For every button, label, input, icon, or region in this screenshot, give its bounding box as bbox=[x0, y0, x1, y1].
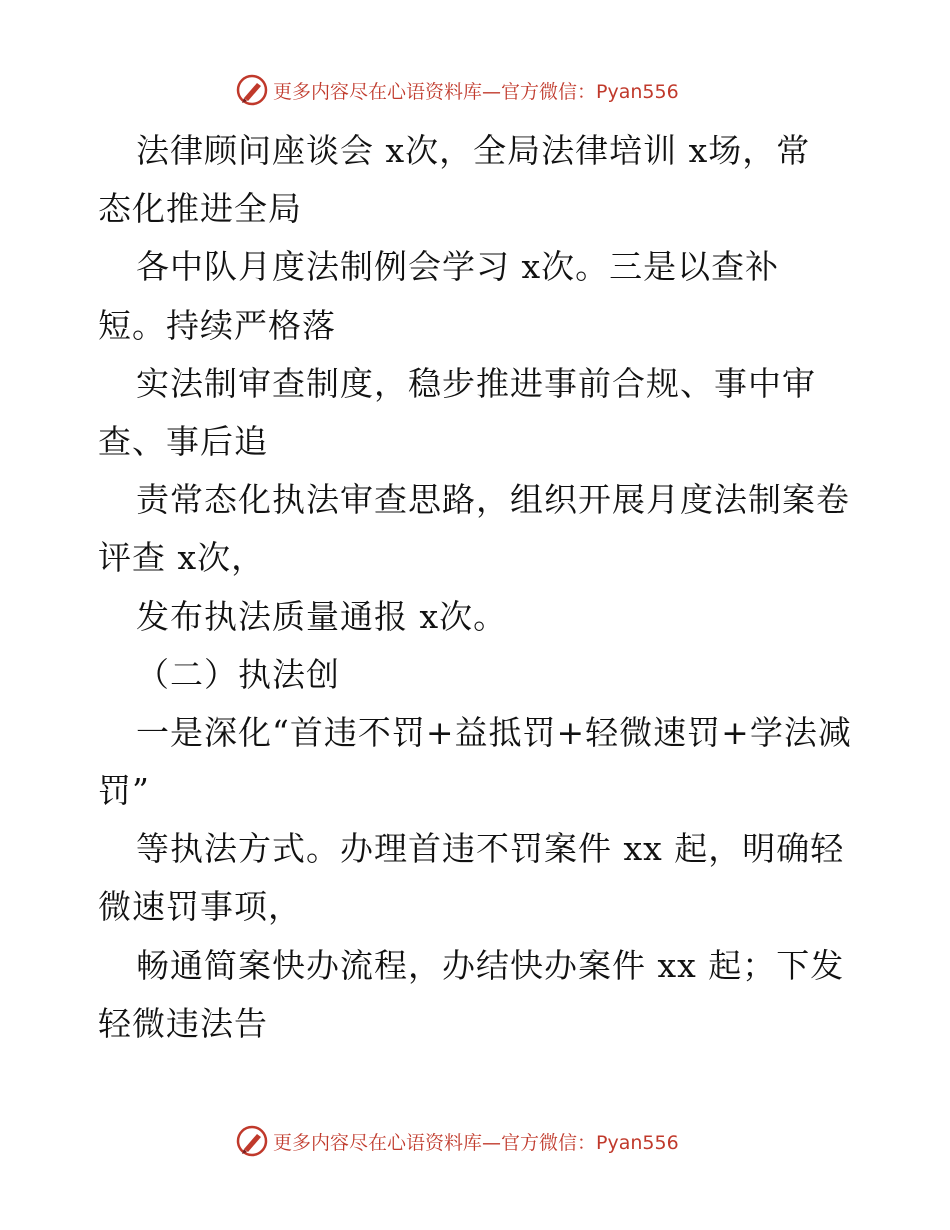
text-line: 评查 x次， bbox=[98, 538, 266, 578]
text-line: 责常态化执法审查思路，组织开展月度法制案卷 bbox=[136, 480, 850, 520]
pen-logo-icon bbox=[235, 1124, 269, 1158]
text-line: 轻微违法告 bbox=[98, 1003, 268, 1043]
text-line: 罚” bbox=[98, 771, 150, 811]
text-line: 畅通简案快办流程，办结快办案件 xx 起；下发 bbox=[136, 945, 845, 985]
text-line: 实法制审查制度，稳步推进事前合规、事中审 bbox=[136, 363, 816, 403]
text-line: 查、事后追 bbox=[98, 421, 268, 461]
text-line: 各中队月度法制例会学习 x次。三是以查补 bbox=[136, 247, 780, 287]
document-body bbox=[98, 122, 858, 1053]
text-line: 微速罚事项， bbox=[98, 887, 302, 927]
text-line: 法律顾问座谈会 x次，全局法律培训 x场，常 bbox=[136, 131, 811, 170]
text-line: 等执法方式。办理首违不罚案件 xx 起，明确轻 bbox=[136, 829, 845, 869]
text-line: 发布执法质量通报 x次。 bbox=[136, 596, 508, 636]
footer-watermark bbox=[235, 1124, 715, 1158]
text-line: 态化推进全局 bbox=[98, 189, 302, 229]
section-heading: （二）执法创 bbox=[136, 654, 340, 694]
header-watermark bbox=[235, 73, 715, 107]
pen-logo-icon bbox=[235, 73, 269, 107]
header-watermark-text: 更多内容尽在心语资料库—官方微信：Pyan556 bbox=[273, 80, 679, 103]
text-line: 一是深化“首违不罚+益抵罚+轻微速罚+学法减 bbox=[136, 712, 852, 752]
footer-watermark-text: 更多内容尽在心语资料库—官方微信：Pyan556 bbox=[273, 1131, 679, 1154]
text-line: 短。持续严格落 bbox=[98, 305, 336, 345]
